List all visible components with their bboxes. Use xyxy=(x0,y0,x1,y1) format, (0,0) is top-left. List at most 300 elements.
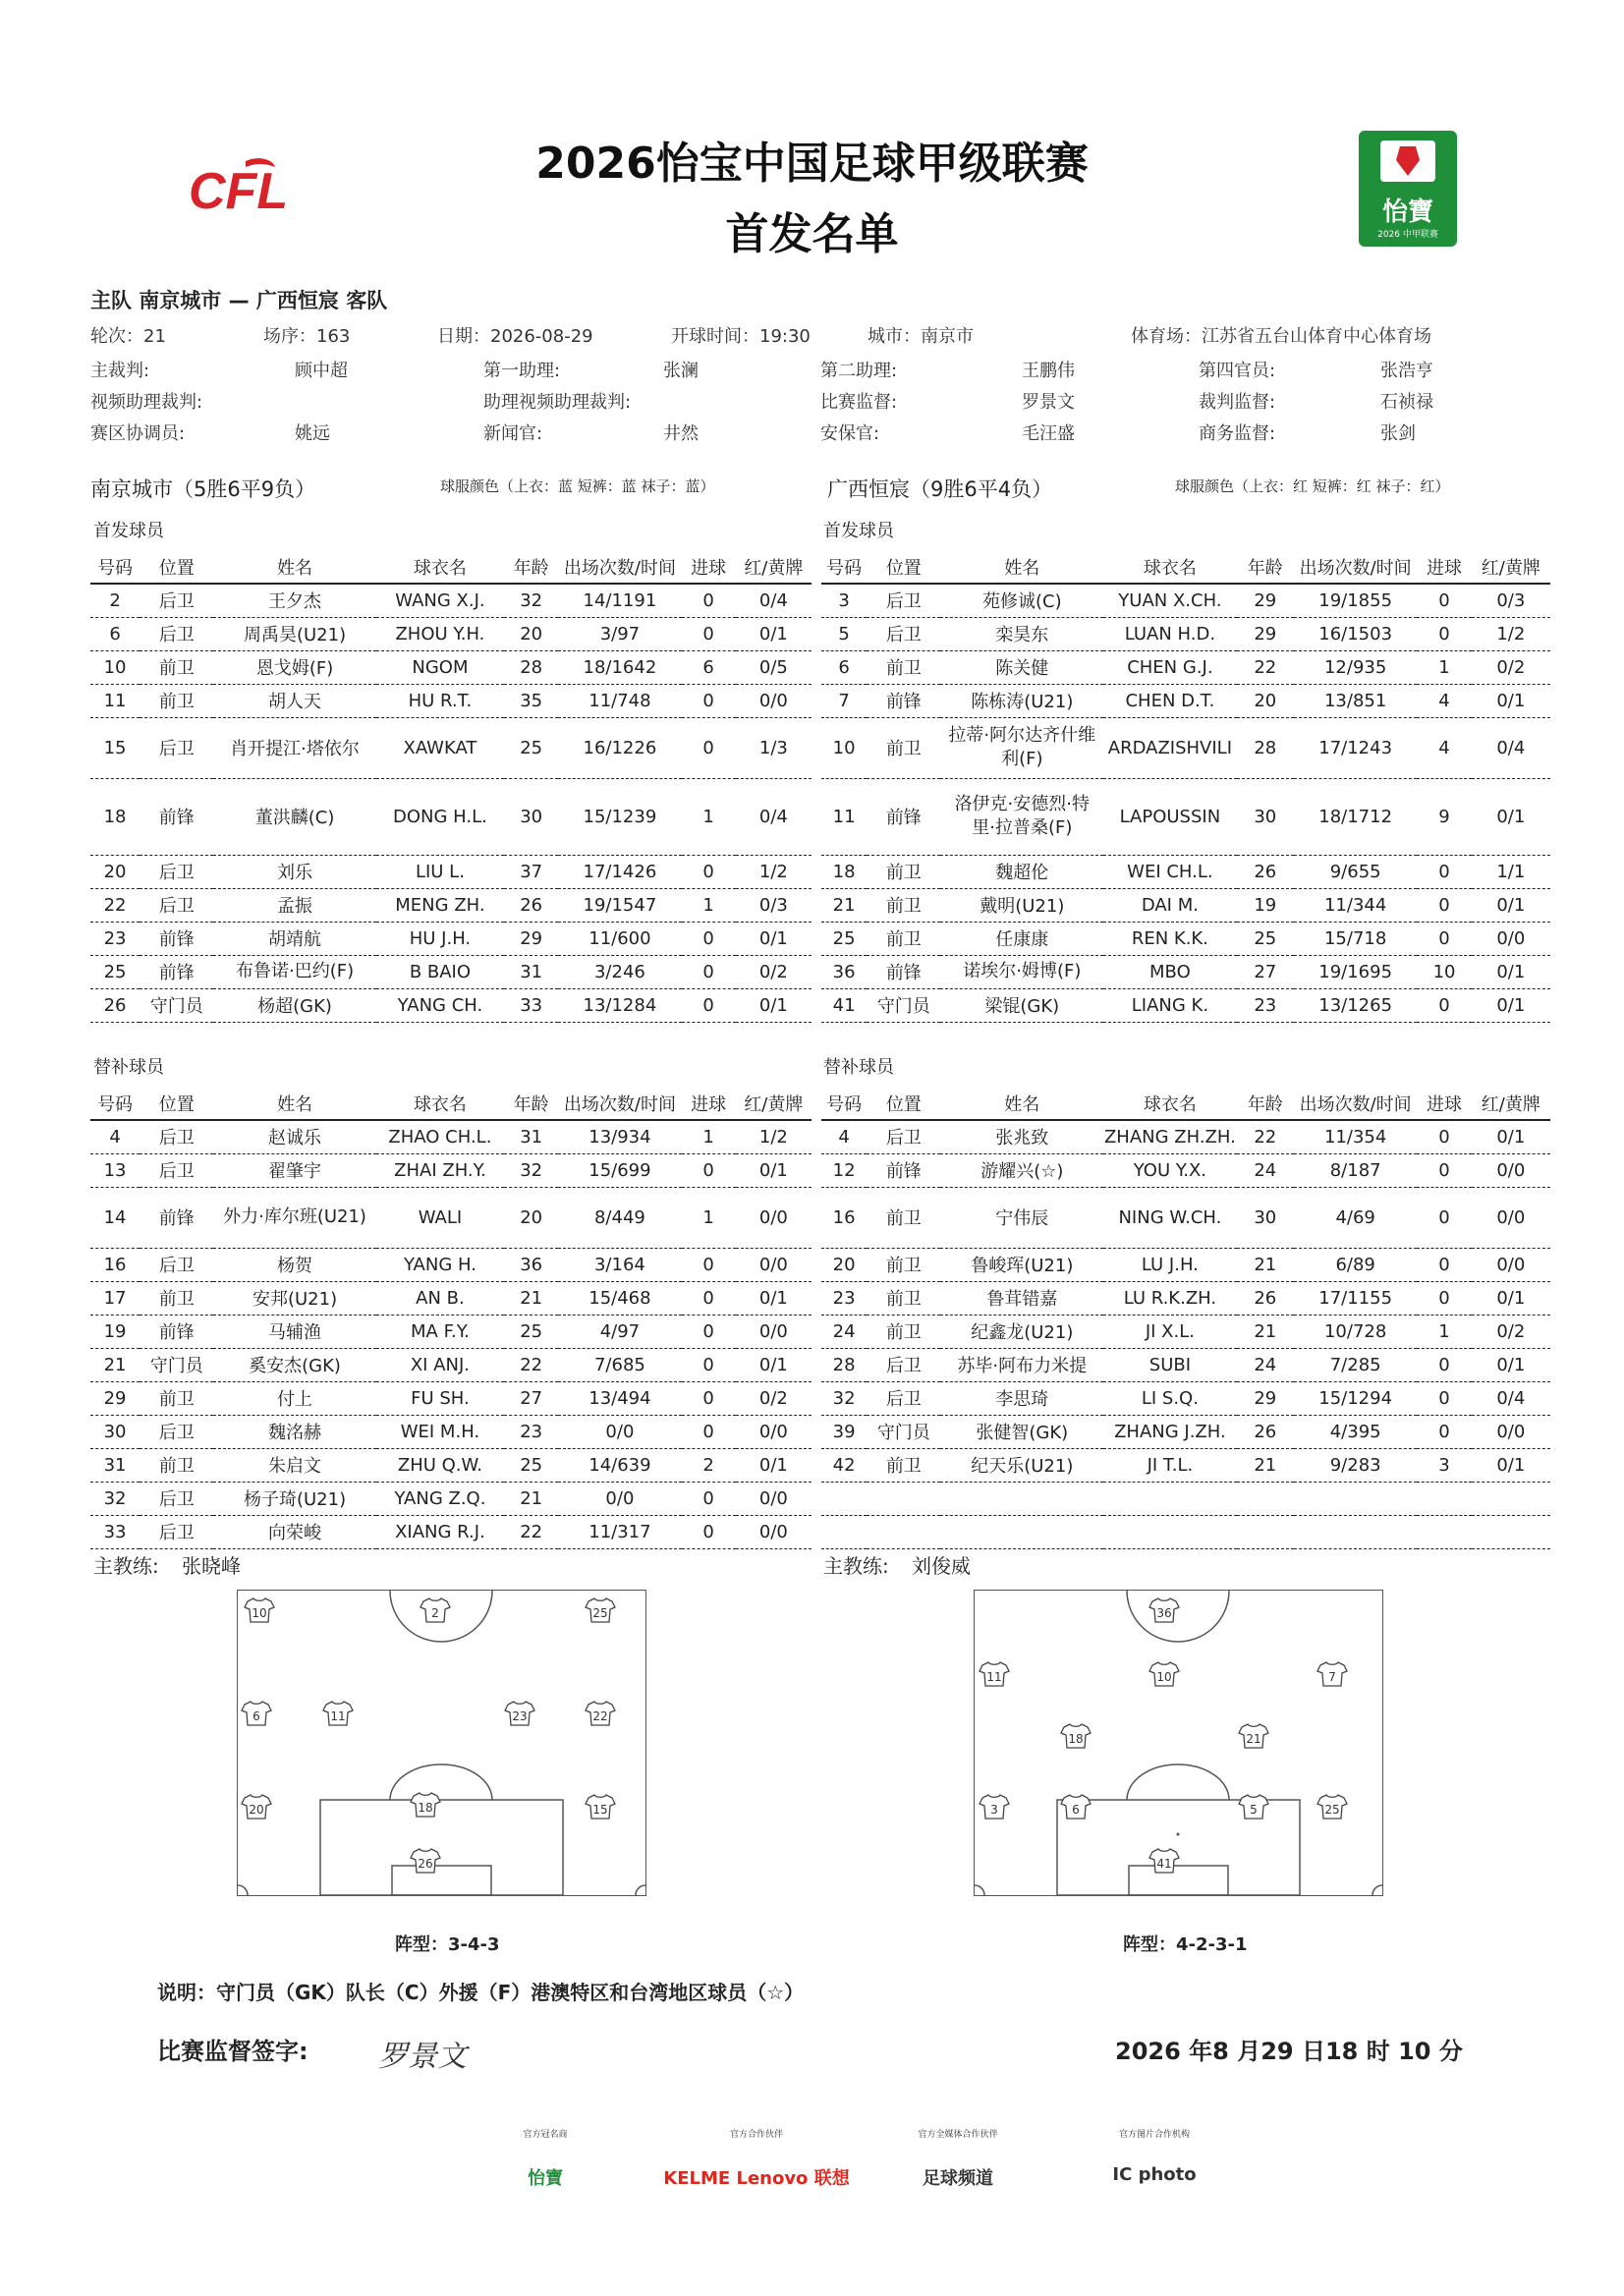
player-name: 魏超伦 xyxy=(940,855,1103,888)
player-appearances: 17/1155 xyxy=(1294,1281,1418,1315)
player-cards: 0/1 xyxy=(736,988,812,1022)
column-header-shirt-name: 球衣名 xyxy=(376,1087,504,1120)
player-cards: 0/0 xyxy=(1472,1153,1550,1187)
player-number: 20 xyxy=(90,855,140,888)
player-appearances: 4/97 xyxy=(558,1315,681,1348)
player-number: 41 xyxy=(821,988,867,1022)
away-subs-label: 替补球员 xyxy=(823,1057,894,1078)
player-shirt-name: LI S.Q. xyxy=(1103,1381,1237,1415)
home-starters-table xyxy=(90,550,812,1023)
sponsor-logo: 足球频道 xyxy=(923,2168,993,2189)
player-row xyxy=(821,650,1550,684)
official-label: 视频助理裁判: xyxy=(90,392,203,413)
player-name: 魏洺赫 xyxy=(213,1415,375,1448)
player-age: 20 xyxy=(1237,684,1294,717)
official-name: 张澜 xyxy=(663,361,699,381)
player-number: 3 xyxy=(821,584,867,617)
player-shirt-name: FU SH. xyxy=(376,1381,504,1415)
away-kit-colors: 球服颜色（上衣：红 短裤：红 袜子：红） xyxy=(1175,477,1450,495)
player-name: 董洪麟(C) xyxy=(213,778,375,855)
player-row xyxy=(90,1281,812,1315)
player-row xyxy=(821,1248,1550,1281)
player-position: 前卫 xyxy=(867,888,940,922)
player-age: 26 xyxy=(504,888,558,922)
player-appearances: 14/639 xyxy=(558,1448,681,1482)
player-number: 4 xyxy=(821,1120,867,1153)
player-shirt-name: XIANG R.J. xyxy=(376,1515,504,1548)
player-appearances: 17/1243 xyxy=(1294,717,1418,778)
player-row xyxy=(821,1187,1550,1248)
player-appearances: 3/164 xyxy=(558,1248,681,1281)
player-row xyxy=(821,684,1550,717)
player-number: 39 xyxy=(821,1415,867,1448)
player-name: 纪鑫龙(U21) xyxy=(940,1315,1103,1348)
official-label: 第二助理: xyxy=(820,361,898,381)
svg-text:3: 3 xyxy=(990,1803,998,1817)
player-shirt-name: SUBI xyxy=(1103,1348,1237,1381)
player-appearances: 4/69 xyxy=(1294,1187,1418,1248)
column-header-number: 号码 xyxy=(821,1087,867,1120)
player-goals: 0 xyxy=(1417,988,1471,1022)
player-appearances: 9/655 xyxy=(1294,855,1418,888)
column-header-number: 号码 xyxy=(821,550,867,584)
player-shirt-icon xyxy=(410,1847,441,1878)
player-row xyxy=(821,888,1550,922)
player-cards: 1/2 xyxy=(736,855,812,888)
player-appearances: 13/934 xyxy=(558,1120,681,1153)
player-row xyxy=(90,1515,812,1548)
player-appearances: 18/1642 xyxy=(558,650,681,684)
player-row xyxy=(90,1187,812,1248)
away-coach-name: 刘俊威 xyxy=(912,1554,971,1578)
player-name: 胡靖航 xyxy=(213,922,375,955)
player-shirt-icon xyxy=(241,1700,272,1731)
player-position: 前锋 xyxy=(867,684,940,717)
player-shirt-name: ARDAZISHVILI xyxy=(1103,717,1237,778)
player-cards: 0/5 xyxy=(736,650,812,684)
official-name: 罗景文 xyxy=(1022,392,1075,413)
player-age: 24 xyxy=(1237,1153,1294,1187)
player-name: 王夕杰 xyxy=(213,584,375,617)
player-row xyxy=(90,1153,812,1187)
player-row xyxy=(90,1448,812,1482)
player-goals: 9 xyxy=(1417,778,1471,855)
player-appearances: 19/1695 xyxy=(1294,955,1418,988)
player-shirt-name: YANG H. xyxy=(376,1248,504,1281)
player-shirt-name: ZHANG J.ZH. xyxy=(1103,1415,1237,1448)
player-name: 鲁峻珲(U21) xyxy=(940,1248,1103,1281)
official-label: 主裁判: xyxy=(90,361,150,381)
player-number: 32 xyxy=(90,1482,140,1515)
official-name: 张浩亨 xyxy=(1380,361,1433,381)
player-age: 30 xyxy=(1237,778,1294,855)
player-appearances: 4/395 xyxy=(1294,1415,1418,1448)
player-number: 31 xyxy=(90,1448,140,1482)
player-goals: 0 xyxy=(1417,1187,1471,1248)
signature: 罗景文 xyxy=(378,2040,467,2074)
player-shirt-name: ZHU Q.W. xyxy=(376,1448,504,1482)
player-number: 18 xyxy=(90,778,140,855)
player-appearances: 8/187 xyxy=(1294,1153,1418,1187)
player-age: 31 xyxy=(504,1120,558,1153)
column-header-goals: 进球 xyxy=(682,1087,736,1120)
player-cards: 1/2 xyxy=(1472,617,1550,650)
player-cards: 0/1 xyxy=(736,617,812,650)
player-row xyxy=(90,988,812,1022)
player-age: 32 xyxy=(504,584,558,617)
player-goals: 0 xyxy=(682,1348,736,1381)
column-header-age: 年龄 xyxy=(504,550,558,584)
player-cards: 0/2 xyxy=(736,955,812,988)
svg-text:36: 36 xyxy=(1156,1606,1172,1620)
player-age: 25 xyxy=(504,1448,558,1482)
svg-text:5: 5 xyxy=(1250,1803,1258,1817)
player-name: 陈栋涛(U21) xyxy=(940,684,1103,717)
player-cards: 0/0 xyxy=(736,1515,812,1548)
player-goals: 1 xyxy=(682,1187,736,1248)
player-row xyxy=(821,1281,1550,1315)
player-position: 前锋 xyxy=(140,1315,213,1348)
player-goals: 4 xyxy=(1417,717,1471,778)
player-number: 26 xyxy=(90,988,140,1022)
player-cards: 0/0 xyxy=(1472,1187,1550,1248)
player-name: 宁伟辰 xyxy=(940,1187,1103,1248)
svg-text:11: 11 xyxy=(986,1670,1002,1684)
player-shirt-name: WEI CH.L. xyxy=(1103,855,1237,888)
player-goals: 0 xyxy=(682,955,736,988)
column-header-name: 姓名 xyxy=(940,550,1103,584)
player-shirt-name: YUAN X.CH. xyxy=(1103,584,1237,617)
player-position: 守门员 xyxy=(867,988,940,1022)
player-goals: 1 xyxy=(682,888,736,922)
player-shirt-icon xyxy=(1148,1847,1180,1878)
player-goals: 1 xyxy=(1417,650,1471,684)
player-age: 25 xyxy=(1237,922,1294,955)
player-appearances: 13/851 xyxy=(1294,684,1418,717)
column-header-position: 位置 xyxy=(867,1087,940,1120)
player-number: 12 xyxy=(821,1153,867,1187)
player-shirt-icon xyxy=(322,1700,354,1731)
player-age: 25 xyxy=(504,1315,558,1348)
player-name: 鲁茸错嘉 xyxy=(940,1281,1103,1315)
signature-label: 比赛监督签字: xyxy=(157,2038,308,2065)
column-header-cards: 红/黄牌 xyxy=(1472,1087,1550,1120)
player-cards: 0/1 xyxy=(1472,988,1550,1022)
player-appearances: 15/718 xyxy=(1294,922,1418,955)
player-goals: 0 xyxy=(682,988,736,1022)
player-name: 赵诚乐 xyxy=(213,1120,375,1153)
player-position: 守门员 xyxy=(867,1415,940,1448)
player-age: 27 xyxy=(1237,955,1294,988)
player-shirt-icon xyxy=(241,1793,272,1824)
player-appearances: 10/728 xyxy=(1294,1315,1418,1348)
column-header-position: 位置 xyxy=(140,550,213,584)
player-position: 前锋 xyxy=(140,922,213,955)
player-cards: 0/0 xyxy=(736,1315,812,1348)
stadium: 体育场：江苏省五台山体育中心体育场 xyxy=(1131,326,1431,347)
player-age: 19 xyxy=(1237,888,1294,922)
player-cards: 1/1 xyxy=(1472,855,1550,888)
player-number: 24 xyxy=(821,1315,867,1348)
player-row xyxy=(821,1381,1550,1415)
legend-note: 说明：守门员（GK）队长（C）外援（F）港澳特区和台湾地区球员（☆） xyxy=(157,1981,805,2004)
player-position: 前卫 xyxy=(867,650,940,684)
player-appearances: 11/354 xyxy=(1294,1120,1418,1153)
player-shirt-name: LIU L. xyxy=(376,855,504,888)
official-label: 第一助理: xyxy=(483,361,561,381)
player-name: 安邦(U21) xyxy=(213,1281,375,1315)
column-header-shirt-name: 球衣名 xyxy=(376,550,504,584)
home-team-record: 南京城市（5胜6平9负） xyxy=(90,477,316,501)
player-number: 13 xyxy=(90,1153,140,1187)
player-cards: 0/3 xyxy=(736,888,812,922)
player-name: 诺埃尔·姆博(F) xyxy=(940,955,1103,988)
player-cards: 0/1 xyxy=(736,1281,812,1315)
home-subs-table xyxy=(90,1087,812,1549)
column-header-age: 年龄 xyxy=(1237,550,1294,584)
player-shirt-name: LAPOUSSIN xyxy=(1103,778,1237,855)
player-position: 前锋 xyxy=(140,1187,213,1248)
player-position: 前卫 xyxy=(867,1315,940,1348)
player-shirt-icon xyxy=(1316,1793,1348,1824)
player-row xyxy=(90,1248,812,1281)
player-row xyxy=(90,922,812,955)
player-position: 前锋 xyxy=(867,778,940,855)
player-name: 杨子琦(U21) xyxy=(213,1482,375,1515)
svg-text:25: 25 xyxy=(592,1606,608,1620)
player-age: 31 xyxy=(504,955,558,988)
cfl-logo-text: CFL xyxy=(189,163,289,216)
player-number: 23 xyxy=(821,1281,867,1315)
column-header-cards: 红/黄牌 xyxy=(736,550,812,584)
official-label: 赛区协调员: xyxy=(90,423,186,444)
player-position: 前锋 xyxy=(140,955,213,988)
player-position: 前卫 xyxy=(867,1187,940,1248)
player-goals: 0 xyxy=(682,717,736,778)
player-shirt-name: AN B. xyxy=(376,1281,504,1315)
player-appearances: 15/699 xyxy=(558,1153,681,1187)
player-age: 23 xyxy=(504,1415,558,1448)
sponsor-logo: KELME Lenovo 联想 xyxy=(663,2168,850,2189)
player-age: 25 xyxy=(504,717,558,778)
column-header-cards: 红/黄牌 xyxy=(1472,550,1550,584)
player-age: 27 xyxy=(504,1381,558,1415)
player-shirt-icon xyxy=(585,1700,616,1731)
player-position: 后卫 xyxy=(867,617,940,650)
player-position: 后卫 xyxy=(140,584,213,617)
svg-text:25: 25 xyxy=(1324,1803,1340,1817)
player-shirt-name: NING W.CH. xyxy=(1103,1187,1237,1248)
player-number: 23 xyxy=(90,922,140,955)
player-shirt-name: DAI M. xyxy=(1103,888,1237,922)
player-shirt-icon xyxy=(585,1793,616,1824)
column-header-cards: 红/黄牌 xyxy=(736,1087,812,1120)
player-position: 后卫 xyxy=(140,1515,213,1548)
player-age: 20 xyxy=(504,617,558,650)
match-number: 场序：163 xyxy=(263,326,351,347)
column-header-name: 姓名 xyxy=(213,550,375,584)
player-age: 29 xyxy=(1237,1381,1294,1415)
player-cards: 0/4 xyxy=(1472,717,1550,778)
player-goals: 0 xyxy=(1417,1248,1471,1281)
player-name: 奚安杰(GK) xyxy=(213,1348,375,1381)
player-name: 拉蒂·阿尔达齐什维利(F) xyxy=(940,717,1103,778)
svg-text:20: 20 xyxy=(249,1803,264,1817)
player-goals: 0 xyxy=(1417,1281,1471,1315)
player-position: 前卫 xyxy=(140,1281,213,1315)
svg-text:41: 41 xyxy=(1156,1857,1172,1871)
svg-text:6: 6 xyxy=(252,1709,260,1723)
player-goals: 0 xyxy=(1417,1120,1471,1153)
player-cards: 0/1 xyxy=(736,1348,812,1381)
official-label: 比赛监督: xyxy=(820,392,898,413)
column-header-appearances: 出场次数/时间 xyxy=(558,1087,681,1120)
player-name: 苏毕·阿布力米提 xyxy=(940,1348,1103,1381)
player-position: 后卫 xyxy=(140,717,213,778)
svg-text:7: 7 xyxy=(1328,1670,1336,1684)
player-number: 21 xyxy=(821,888,867,922)
player-position: 后卫 xyxy=(867,584,940,617)
player-row xyxy=(821,1315,1550,1348)
player-name: 刘乐 xyxy=(213,855,375,888)
player-shirt-icon xyxy=(410,1791,441,1822)
official-label: 第四官员: xyxy=(1199,361,1276,381)
player-number: 11 xyxy=(90,684,140,717)
player-goals: 6 xyxy=(682,650,736,684)
player-position: 前卫 xyxy=(140,650,213,684)
match-date: 日期：2026-08-29 xyxy=(437,326,593,347)
player-row xyxy=(821,1448,1550,1482)
player-shirt-name: YANG CH. xyxy=(376,988,504,1022)
home-coach-name: 张晓峰 xyxy=(182,1554,241,1578)
player-goals: 0 xyxy=(682,1482,736,1515)
signature-date: 2026 年8 月29 日18 时 10 分 xyxy=(1115,2038,1463,2065)
player-appearances: 12/935 xyxy=(1294,650,1418,684)
empty-row xyxy=(821,1482,1550,1515)
player-age: 28 xyxy=(504,650,558,684)
player-cards: 0/0 xyxy=(1472,1415,1550,1448)
player-number: 18 xyxy=(821,855,867,888)
player-number: 32 xyxy=(821,1381,867,1415)
player-appearances: 19/1547 xyxy=(558,888,681,922)
player-number: 28 xyxy=(821,1348,867,1381)
sponsor-caption: 官方全媒体合作伙伴 xyxy=(918,2130,998,2140)
away-formation: 阵型：4-2-3-1 xyxy=(1123,1934,1248,1955)
player-appearances: 6/89 xyxy=(1294,1248,1418,1281)
player-cards: 0/1 xyxy=(1472,955,1550,988)
player-position: 前锋 xyxy=(140,778,213,855)
player-number: 29 xyxy=(90,1381,140,1415)
player-position: 前卫 xyxy=(867,1248,940,1281)
player-shirt-name: HU R.T. xyxy=(376,684,504,717)
player-appearances: 18/1712 xyxy=(1294,778,1418,855)
player-position: 后卫 xyxy=(140,1120,213,1153)
player-goals: 0 xyxy=(682,855,736,888)
player-number: 6 xyxy=(90,617,140,650)
svg-text:18: 18 xyxy=(1068,1732,1084,1746)
player-number: 25 xyxy=(821,922,867,955)
player-goals: 0 xyxy=(1417,617,1471,650)
player-cards: 0/1 xyxy=(736,1153,812,1187)
player-shirt-name: CHEN G.J. xyxy=(1103,650,1237,684)
player-cards: 1/2 xyxy=(736,1120,812,1153)
player-shirt-icon xyxy=(504,1700,535,1731)
player-number: 19 xyxy=(90,1315,140,1348)
official-label: 新闻官: xyxy=(483,423,543,444)
player-shirt-name: WALI xyxy=(376,1187,504,1248)
player-goals: 1 xyxy=(1417,1315,1471,1348)
player-age: 20 xyxy=(504,1187,558,1248)
sponsor-caption: 官方冠名商 xyxy=(523,2130,568,2140)
away-starters-table xyxy=(821,550,1550,1023)
player-name: 肖开提江·塔依尔 xyxy=(213,717,375,778)
player-row xyxy=(821,1153,1550,1187)
player-shirt-icon xyxy=(420,1596,451,1628)
player-age: 30 xyxy=(1237,1187,1294,1248)
player-shirt-name: ZHANG ZH.ZH. xyxy=(1103,1120,1237,1153)
player-appearances: 7/685 xyxy=(558,1348,681,1381)
player-cards: 0/1 xyxy=(1472,1348,1550,1381)
player-shirt-icon xyxy=(1060,1793,1092,1824)
player-name: 任康康 xyxy=(940,922,1103,955)
player-name: 恩戈姆(F) xyxy=(213,650,375,684)
player-number: 2 xyxy=(90,584,140,617)
player-age: 21 xyxy=(1237,1448,1294,1482)
player-position: 后卫 xyxy=(140,1248,213,1281)
player-number: 7 xyxy=(821,684,867,717)
player-position: 前卫 xyxy=(867,717,940,778)
player-name: 戴明(U21) xyxy=(940,888,1103,922)
official-name: 井然 xyxy=(663,423,699,444)
city: 城市：南京市 xyxy=(868,326,974,347)
player-goals: 0 xyxy=(682,1415,736,1448)
player-appearances: 11/317 xyxy=(558,1515,681,1548)
player-row xyxy=(821,955,1550,988)
player-appearances: 11/748 xyxy=(558,684,681,717)
player-row xyxy=(90,778,812,855)
player-number: 30 xyxy=(90,1415,140,1448)
player-row xyxy=(821,988,1550,1022)
official-label: 安保官: xyxy=(820,423,880,444)
player-number: 17 xyxy=(90,1281,140,1315)
player-name: 布鲁诺·巴约(F) xyxy=(213,955,375,988)
player-age: 21 xyxy=(504,1281,558,1315)
player-number: 16 xyxy=(90,1248,140,1281)
player-shirt-name: LU J.H. xyxy=(1103,1248,1237,1281)
player-position: 后卫 xyxy=(867,1120,940,1153)
away-formation-pitch xyxy=(974,1590,1383,1896)
player-goals: 1 xyxy=(682,778,736,855)
player-appearances: 0/0 xyxy=(558,1415,681,1448)
player-row xyxy=(821,1415,1550,1448)
player-name: 张兆致 xyxy=(940,1120,1103,1153)
player-name: 栾昊东 xyxy=(940,617,1103,650)
player-cards: 0/0 xyxy=(1472,922,1550,955)
player-age: 32 xyxy=(504,1153,558,1187)
home-formation-pitch xyxy=(237,1590,646,1896)
player-shirt-name: ZHAO CH.L. xyxy=(376,1120,504,1153)
player-number: 6 xyxy=(821,650,867,684)
player-cards: 0/3 xyxy=(1472,584,1550,617)
player-age: 22 xyxy=(504,1515,558,1548)
column-header-name: 姓名 xyxy=(940,1087,1103,1120)
player-appearances: 13/1284 xyxy=(558,988,681,1022)
player-goals: 0 xyxy=(682,684,736,717)
column-header-position: 位置 xyxy=(140,1087,213,1120)
player-appearances: 13/1265 xyxy=(1294,988,1418,1022)
player-goals: 3 xyxy=(1417,1448,1471,1482)
player-number: 21 xyxy=(90,1348,140,1381)
